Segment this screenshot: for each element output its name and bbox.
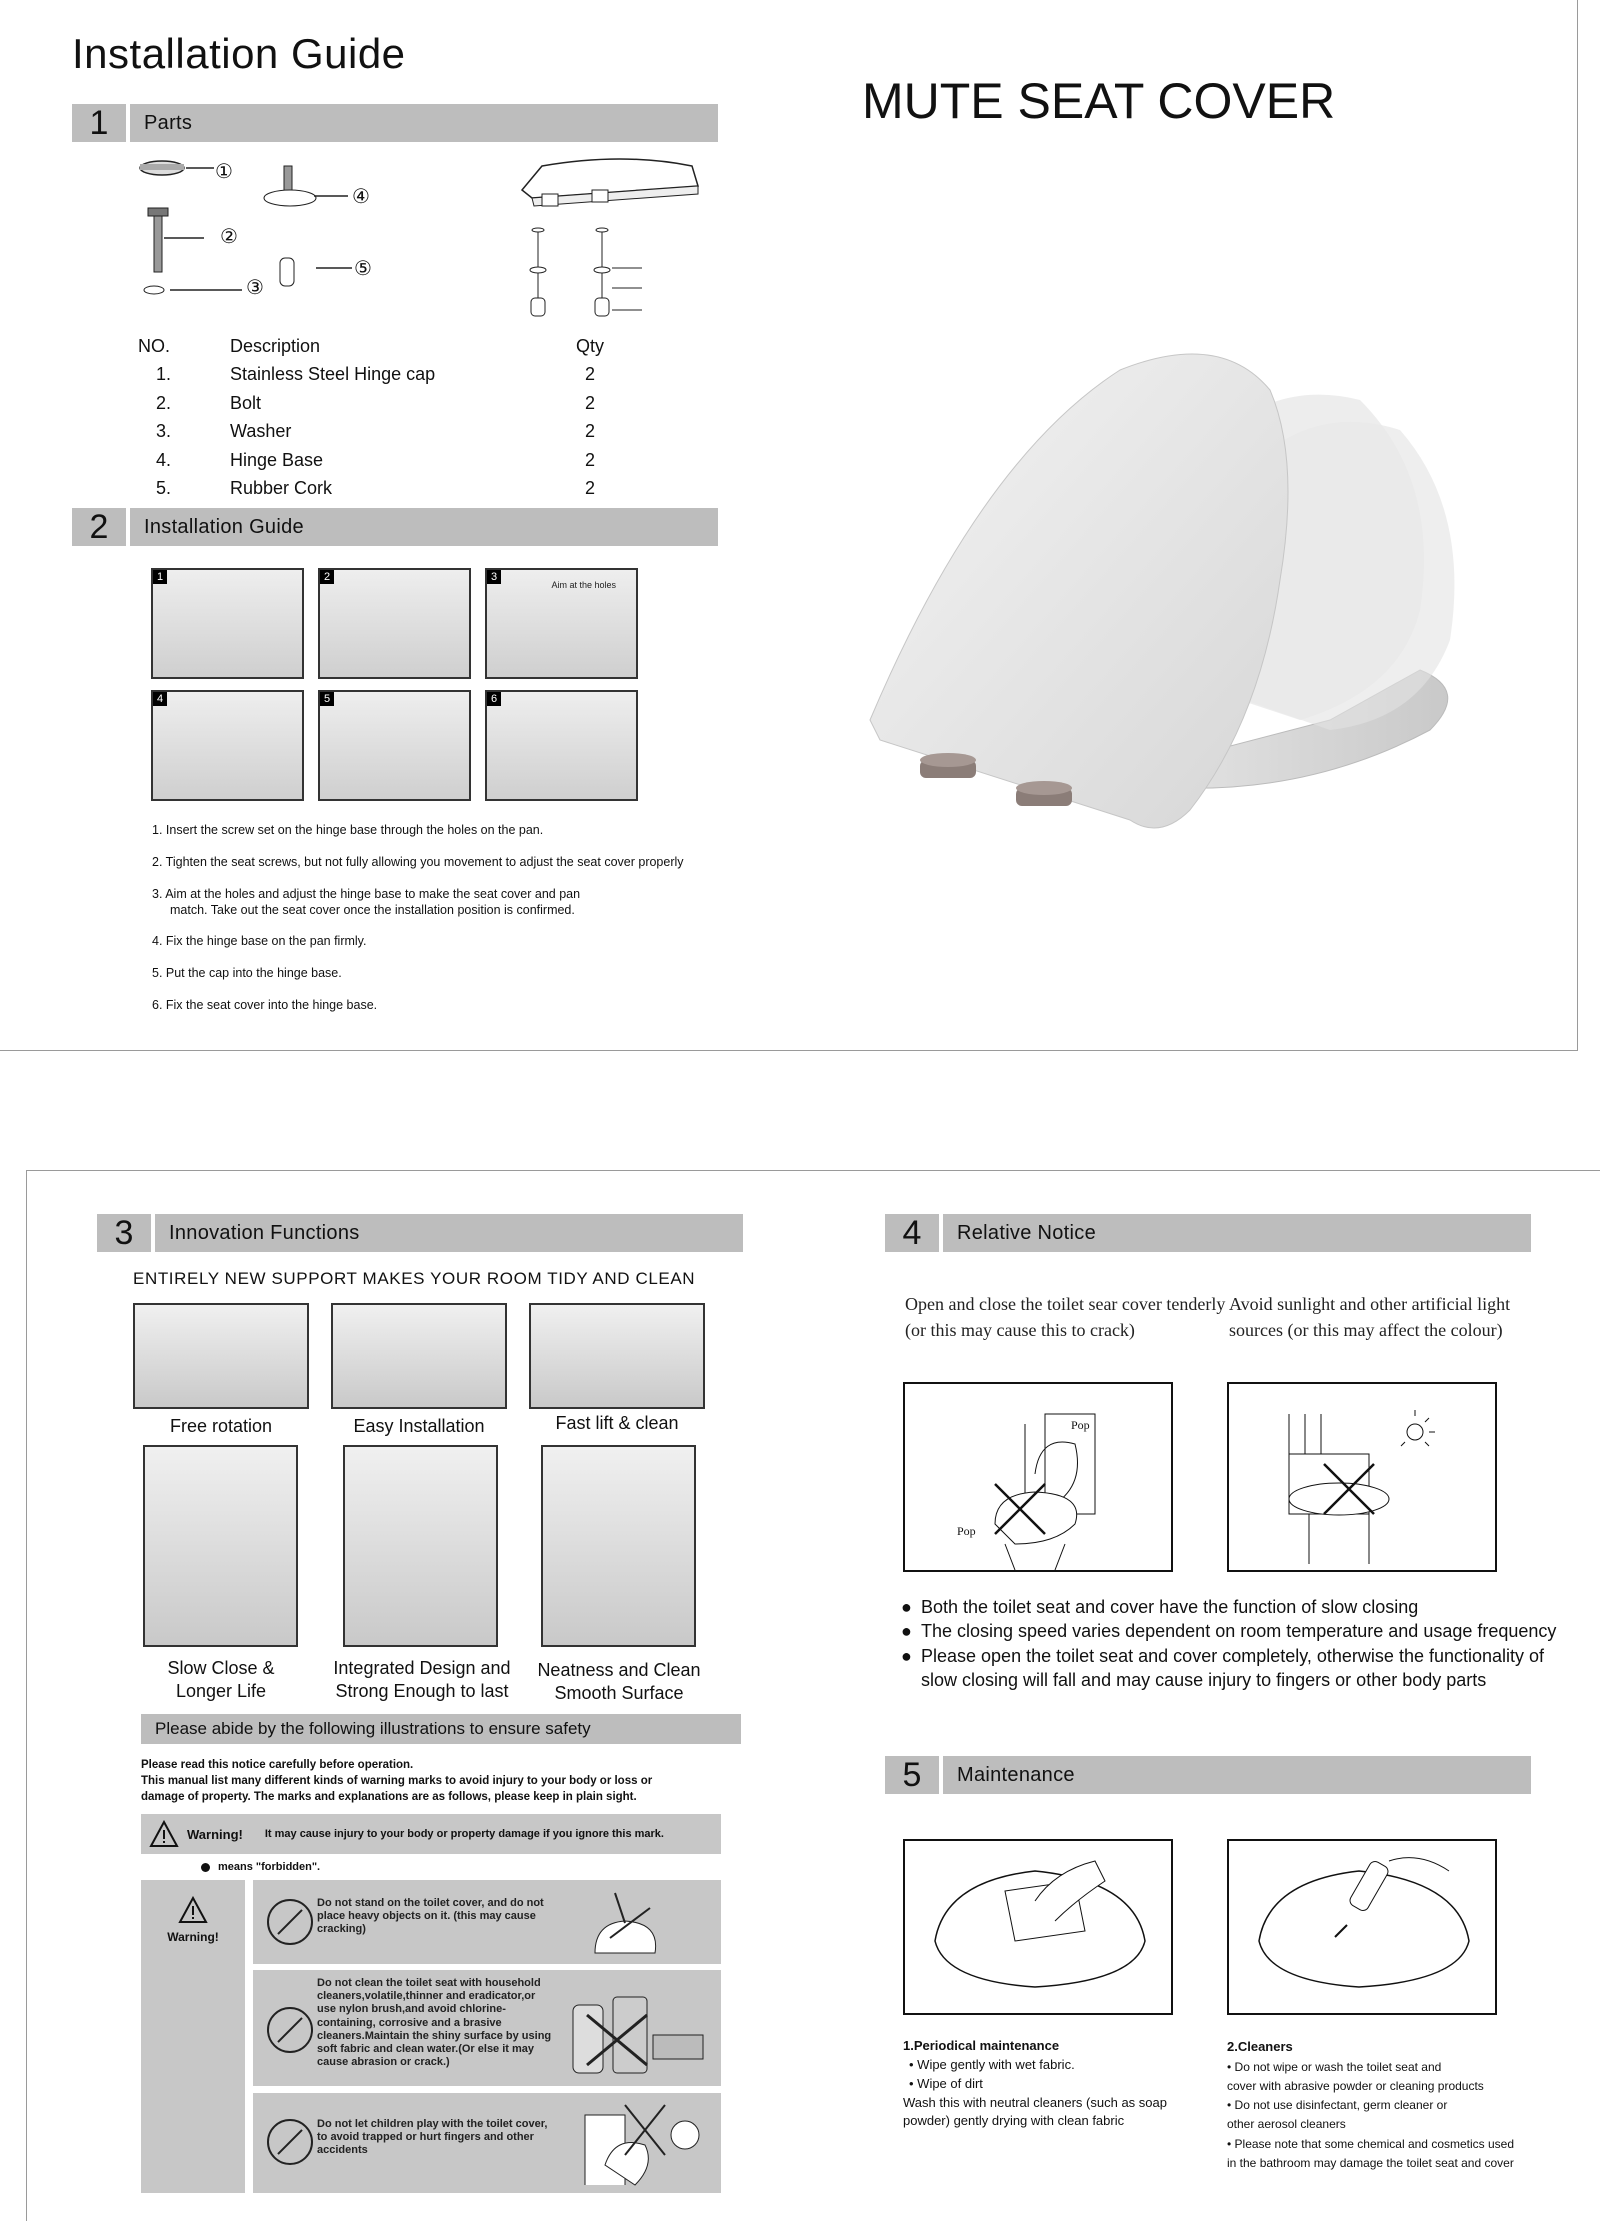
- step-text-6: 6. Fix the seat cover into the hinge base.: [152, 998, 378, 1012]
- maintenance-title: 2.Cleaners: [1227, 2039, 1293, 2054]
- section-label: Parts: [130, 104, 718, 142]
- list-item-text: Both the toilet seat and cover have the function of slow closing: [921, 1597, 1419, 1617]
- warning-side-panel: [141, 1880, 245, 2193]
- callout-5: ⑤: [354, 258, 372, 280]
- notice-illustration-sunlight: [1227, 1382, 1497, 1572]
- step-photo-4: [151, 690, 304, 801]
- list-item: [901, 1595, 1561, 1619]
- photo-caption: Aim at the holes: [551, 580, 616, 590]
- warning-text: Do not stand on the toilet cover, and do not place heavy objects on it. (this may cause cracking): [317, 1897, 544, 1936]
- list-item: [901, 1619, 1561, 1643]
- maintenance-line: cover with abrasive powder or cleaning products: [1227, 2078, 1484, 2093]
- col-qty: Qty: [575, 335, 604, 356]
- list-item-text: The closing speed varies dependent on room temperature and usage frequency: [921, 1621, 1557, 1642]
- notice-title-1: [905, 1291, 1225, 1343]
- step-number: 3: [487, 570, 501, 584]
- feature-photo-neatness: [541, 1445, 696, 1647]
- callout-3: ③: [246, 277, 264, 299]
- feature-photo-integrated-design: [343, 1445, 498, 1647]
- feature-photo-fast-lift: [529, 1303, 705, 1409]
- list-item: • Wipe of dirt: [909, 2075, 983, 2091]
- forbidden-note: [201, 1861, 320, 1873]
- step-number: 4: [153, 692, 167, 706]
- section-number: 3: [97, 1214, 151, 1252]
- part-description: Bolt: [230, 392, 262, 413]
- toilet-stand-illustration: [575, 1883, 675, 1963]
- warning-bar: [141, 1814, 721, 1854]
- bullet-icon: ●: [901, 1645, 912, 1666]
- feature-photo-free-rotation: [133, 1303, 309, 1409]
- part-description: Rubber Cork: [230, 478, 333, 499]
- product-title: MUTE SEAT COVER: [862, 73, 1336, 129]
- page-title: Installation Guide: [72, 30, 406, 77]
- parts-diagram: [130, 150, 450, 310]
- bullet-icon: [201, 1863, 210, 1872]
- step-text-3b: match. Take out the seat cover once the installation position is confirmed.: [170, 903, 575, 917]
- notice-title-line: Open and close the toilet sear cover tenderly: [905, 1294, 1226, 1314]
- step-text-5: 5. Put the cap into the hinge base.: [152, 966, 342, 980]
- list-item: • Wipe gently with wet fabric.: [909, 2056, 1075, 2072]
- part-no: 4.: [156, 449, 172, 470]
- tagline: ENTIRELY NEW SUPPORT MAKES YOUR ROOM TIDY AND CLEAN: [133, 1269, 696, 1288]
- feature-caption-line: Slow Close &: [167, 1658, 275, 1678]
- part-description: Stainless Steel Hinge cap: [230, 364, 436, 385]
- safety-intro-line: Please read this notice carefully before operation.: [141, 1759, 414, 1771]
- toilet-pop-illustration: [905, 1384, 1171, 1570]
- step-photo-3: [485, 568, 638, 679]
- part-qty: 2: [584, 392, 595, 413]
- pop-label: Pop: [1071, 1418, 1090, 1432]
- step-photo-6: [485, 690, 638, 801]
- warning-text: Do not clean the toilet seat with household cleaners,volatile,thinner and eradicator,or use nylon brush,and avoid chlorine-containing, corrosive and a brasive cleaners.Maintain the shiny surface by using soft fabric and clean water.(Or else it may cause abrasion or crack.): [317, 1977, 552, 2069]
- part-no: 5.: [156, 478, 172, 499]
- page-installation: [0, 0, 1578, 1051]
- forbidden-icon: [267, 2119, 313, 2165]
- maintenance-illustration-cleaners: [1227, 1839, 1497, 2015]
- step-photo-1: [151, 568, 304, 679]
- section-label: Maintenance: [943, 1756, 1531, 1794]
- seat-cover-product-image: [860, 340, 1480, 850]
- feature-caption-line: Smooth Surface: [554, 1683, 684, 1704]
- seat-wipe-illustration: [905, 1841, 1171, 2013]
- list-item-text: Wipe gently with wet fabric.: [917, 2056, 1075, 2072]
- feature-caption: Free rotation: [169, 1416, 273, 1436]
- step-number: 6: [487, 692, 501, 706]
- forbidden-icon: [267, 2007, 313, 2053]
- section-number: 2: [72, 508, 126, 546]
- section-number: 1: [72, 104, 126, 142]
- bullet-icon: ●: [901, 1597, 912, 1617]
- step-number: 5: [320, 692, 334, 706]
- table-row: [138, 418, 638, 447]
- exploded-seat-diagram: [502, 150, 702, 322]
- page-functions: [26, 1170, 1600, 2221]
- child-toilet-illustration: [575, 2095, 715, 2191]
- part-no: 3.: [156, 421, 172, 442]
- step-photo-2: [318, 568, 471, 679]
- notice-title-line: sources (or this may affect the colour): [1229, 1320, 1503, 1341]
- feature-caption-line: Longer Life: [175, 1681, 267, 1702]
- feature-caption: [317, 1657, 527, 1704]
- feature-caption: [123, 1657, 319, 1704]
- feature-caption: [517, 1659, 721, 1706]
- maintenance-line: • Do not wipe or wash the toilet seat and: [1227, 2059, 1442, 2074]
- list-item-text: Please open the toilet seat and cover completely, otherwise the functionality of slow closing will fall and may cause injury to fingers or other body parts: [921, 1645, 1545, 1690]
- forbidden-icon: [267, 1899, 313, 1945]
- maintenance-title: 1.Periodical maintenance: [903, 2038, 1060, 2053]
- table-row: [138, 389, 638, 418]
- parts-table: [138, 332, 638, 503]
- maintenance-illustration-wipe: [903, 1839, 1173, 2015]
- step-photo-5: [318, 690, 471, 801]
- warning-bar-label: Warning!: [187, 1826, 243, 1842]
- section-number: 4: [885, 1214, 939, 1252]
- notice-title-line: (or this may cause this to crack): [905, 1320, 1135, 1341]
- col-no: NO.: [138, 335, 171, 356]
- cleaners-illustration: [567, 1975, 717, 2081]
- feature-caption-line: Neatness and Clean: [537, 1660, 701, 1680]
- section-number: 5: [885, 1756, 939, 1794]
- warning-side-label: Warning!: [167, 1930, 219, 1944]
- callout-2: ②: [220, 226, 238, 248]
- section-header-parts: [72, 104, 718, 142]
- section-label: Installation Guide: [130, 508, 718, 546]
- feature-photo-slow-close: [143, 1445, 298, 1647]
- table-row: [138, 475, 638, 504]
- feature-caption: Fast lift & clean: [555, 1413, 679, 1433]
- safety-header: Please abide by the following illustrations to ensure safety: [141, 1714, 741, 1744]
- notice-title-line: Avoid sunlight and other artificial light: [1229, 1294, 1511, 1314]
- maintenance-line: • Do not use disinfectant, germ cleaner or: [1227, 2098, 1448, 2113]
- maintenance-line: Wash this with neutral cleaners (such as soap: [903, 2094, 1167, 2110]
- part-description: Washer: [230, 421, 292, 442]
- maintenance-line: powder) gently drying with clean fabric: [903, 2113, 1125, 2129]
- maintenance-cleaners: [1227, 2037, 1557, 2173]
- toilet-sunlight-illustration: [1229, 1384, 1495, 1570]
- notice-illustration-gentle-close: [903, 1382, 1173, 1572]
- forbidden-note-text: means "forbidden".: [218, 1861, 321, 1873]
- maintenance-periodical: [903, 2037, 1213, 2131]
- maintenance-line: in the bathroom may damage the toilet seat and cover: [1227, 2155, 1514, 2170]
- part-qty: 2: [584, 421, 595, 442]
- safety-intro: [141, 1757, 652, 1805]
- safety-intro-line: This manual list many different kinds of warning marks to avoid injury to your body or loss or: [141, 1775, 653, 1788]
- step-number: 2: [320, 570, 334, 584]
- part-no: 2.: [156, 392, 172, 413]
- maintenance-line: other aerosol cleaners: [1227, 2117, 1346, 2132]
- col-description: Description: [230, 335, 321, 356]
- step-text-4: 4. Fix the hinge base on the pan firmly.: [152, 934, 367, 948]
- part-description: Hinge Base: [230, 449, 324, 470]
- notice-bullet-list: [901, 1595, 1561, 1692]
- step-number: 1: [153, 570, 167, 584]
- table-row: [138, 446, 638, 475]
- step-text-1: 1. Insert the screw set on the hinge base through the holes on the pan.: [152, 823, 544, 837]
- part-qty: 2: [584, 478, 595, 499]
- feature-caption-line: Integrated Design and: [333, 1658, 511, 1678]
- callout-1: ①: [215, 161, 233, 183]
- section-label: Innovation Functions: [155, 1214, 743, 1252]
- pop-label: Pop: [957, 1524, 976, 1538]
- maintenance-line: • Please note that some chemical and cosmetics used: [1227, 2136, 1515, 2151]
- section-label: Relative Notice: [943, 1214, 1531, 1252]
- safety-intro-line: damage of property. The marks and explanations are as follows, please keep in plain sight.: [141, 1791, 637, 1804]
- part-qty: 2: [584, 449, 595, 470]
- part-no: 1.: [156, 364, 172, 385]
- step-text-2: 2. Tighten the seat screws, but not fully allowing you movement to adjust the seat cover properly: [152, 855, 684, 869]
- list-item-text: Wipe of dirt: [917, 2075, 983, 2091]
- bullet-icon: ●: [901, 1621, 912, 1642]
- notice-title-2: [1229, 1291, 1510, 1343]
- section-header-installation: [72, 508, 718, 546]
- seat-spray-illustration: [1229, 1841, 1495, 2013]
- table-row: [138, 361, 638, 390]
- callout-4: ④: [352, 186, 370, 208]
- warning-bar-text: It may cause injury to your body or property damage if you ignore this mark.: [264, 1828, 664, 1840]
- step-text-3: 3. Aim at the holes and adjust the hinge base to make the seat cover and pan: [152, 887, 581, 901]
- section-header-innovation: [97, 1214, 743, 1252]
- warning-triangle-icon: [178, 1896, 208, 1924]
- warning-triangle-icon: [149, 1820, 179, 1848]
- parts-table-header: [138, 332, 638, 361]
- section-header-maintenance: [885, 1756, 1531, 1794]
- feature-caption: Easy Installation: [353, 1416, 485, 1436]
- warning-text: Do not let children play with the toilet cover, to avoid trapped or hurt fingers and other accidents: [317, 2118, 548, 2157]
- section-header-relative-notice: [885, 1214, 1531, 1252]
- feature-caption-line: Strong Enough to last: [335, 1681, 509, 1702]
- part-qty: 2: [584, 364, 595, 385]
- feature-photo-easy-installation: [331, 1303, 507, 1409]
- list-item: [901, 1644, 1561, 1693]
